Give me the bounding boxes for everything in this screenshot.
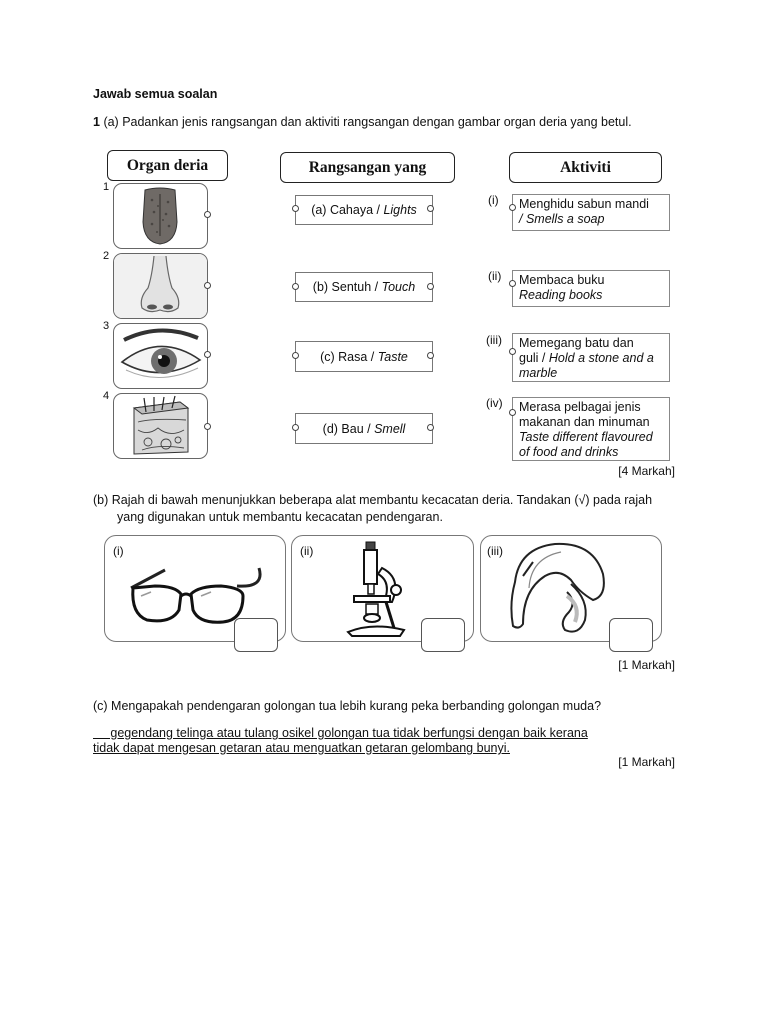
panel-label-ii: (ii) bbox=[300, 544, 314, 558]
activity-dot-i[interactable] bbox=[509, 204, 516, 211]
stimulus-box-rasa bbox=[295, 341, 433, 372]
organ-dot-4[interactable] bbox=[204, 423, 211, 430]
nose-icon bbox=[114, 254, 207, 318]
activity-line: makanan dan minuman bbox=[519, 415, 650, 429]
organ-dot-2[interactable] bbox=[204, 282, 211, 289]
marks-part-a: [4 Markah] bbox=[618, 464, 675, 478]
stimulus-dot-right-b[interactable] bbox=[427, 283, 434, 290]
stimulus-box-sentuh bbox=[295, 272, 433, 302]
marks-part-b: [1 Markah] bbox=[618, 658, 675, 672]
activity-box-ii bbox=[512, 270, 670, 307]
stimulus-dot-right-c[interactable] bbox=[427, 352, 434, 359]
stimulus-dot-left-b[interactable] bbox=[292, 283, 299, 290]
tick-box-hearing-aid[interactable] bbox=[609, 618, 653, 652]
activity-roman-ii: (ii) bbox=[488, 269, 502, 283]
marks-part-c: [1 Markah] bbox=[618, 755, 675, 769]
microscope-icon bbox=[342, 538, 422, 638]
activity-line-mixed bbox=[519, 351, 663, 366]
tongue-icon bbox=[114, 184, 207, 248]
stimulus-label: (c) Rasa / bbox=[320, 349, 375, 364]
stimulus-english: Lights bbox=[383, 203, 417, 217]
panel-hearing-aid bbox=[480, 535, 662, 642]
activity-dot-iv[interactable] bbox=[509, 409, 516, 416]
activity-line-english: Hold a stone and a bbox=[548, 351, 654, 365]
organ-card-skin bbox=[113, 393, 208, 459]
header-rangsangan: Rangsangan yang bbox=[280, 152, 455, 183]
activity-box-iv bbox=[512, 397, 670, 461]
organ-number-1: 1 bbox=[103, 181, 110, 193]
question-1b-line2: yang digunakan untuk membantu kecacatan pendengaran. bbox=[117, 510, 443, 524]
panel-glasses bbox=[104, 535, 286, 642]
stimulus-dot-right-d[interactable] bbox=[427, 424, 434, 431]
organ-number-3: 3 bbox=[103, 320, 110, 332]
answer-line-1: gegendang telinga atau tulang osikel golongan tua tidak berfungsi dengan baik kerana bbox=[93, 726, 588, 740]
activity-line-english: marble bbox=[519, 366, 558, 380]
question-1c: (c) Mengapakah pendengaran golongan tua lebih kurang peka berbanding golongan muda? bbox=[93, 699, 602, 713]
activity-line-english: Taste different flavoured bbox=[519, 430, 653, 444]
activity-box-i bbox=[512, 194, 670, 231]
activity-line-english: / Smells a soap bbox=[519, 212, 605, 226]
activity-line-malay: guli / bbox=[519, 351, 549, 365]
panel-microscope bbox=[291, 535, 474, 642]
organ-dot-1[interactable] bbox=[204, 211, 211, 218]
eye-icon bbox=[114, 324, 207, 388]
activity-roman-i: (i) bbox=[488, 193, 499, 207]
panel-label-iii: (iii) bbox=[487, 544, 503, 558]
activity-roman-iv: (iv) bbox=[486, 396, 503, 410]
hearing-aid-icon bbox=[509, 540, 619, 640]
tick-box-glasses[interactable] bbox=[234, 618, 278, 652]
stimulus-label: (d) Bau / bbox=[322, 421, 371, 436]
instruction-heading: Jawab semua soalan bbox=[93, 87, 218, 101]
activity-roman-iii: (iii) bbox=[486, 333, 502, 347]
organ-card-eye bbox=[113, 323, 208, 389]
stimulus-english: Taste bbox=[377, 349, 408, 364]
activity-dot-ii[interactable] bbox=[509, 280, 516, 287]
stimulus-dot-left-a[interactable] bbox=[292, 205, 299, 212]
activity-line-english: of food and drinks bbox=[519, 445, 619, 459]
activity-box-iii bbox=[512, 333, 670, 382]
activity-dot-iii[interactable] bbox=[509, 348, 516, 355]
activity-line: Membaca buku bbox=[519, 273, 605, 287]
skin-icon bbox=[114, 394, 207, 458]
question-1a-text: (a) Padankan jenis rangsangan dan aktiviti rangsangan dengan gambar organ deria yang betul. bbox=[103, 115, 632, 129]
organ-number-4: 4 bbox=[103, 390, 110, 402]
organ-dot-3[interactable] bbox=[204, 351, 211, 358]
stimulus-label: (b) Sentuh / bbox=[312, 280, 379, 294]
question-1b-line1: (b) Rajah di bawah menunjukkan beberapa alat membantu kecacatan deria. Tandakan (√) pada rajah bbox=[93, 493, 653, 507]
organ-number-2: 2 bbox=[103, 250, 110, 262]
stimulus-english: Touch bbox=[381, 280, 416, 294]
stimulus-english: Smell bbox=[374, 421, 406, 436]
activity-line-english: Reading books bbox=[519, 288, 603, 302]
stimulus-dot-left-c[interactable] bbox=[292, 352, 299, 359]
question-1a bbox=[93, 114, 632, 131]
header-organ-deria: Organ deria bbox=[107, 150, 228, 181]
stimulus-box-bau bbox=[295, 413, 433, 444]
tick-box-microscope[interactable] bbox=[421, 618, 465, 652]
stimulus-box-cahaya bbox=[295, 195, 433, 225]
activity-line: Merasa pelbagai jenis bbox=[519, 400, 641, 414]
answer-line-2: tidak dapat mengesan getaran atau menguatkan getaran gelombang bunyi. bbox=[93, 741, 510, 755]
stimulus-dot-right-a[interactable] bbox=[427, 205, 434, 212]
stimulus-dot-left-d[interactable] bbox=[292, 424, 299, 431]
activity-line: Menghidu sabun mandi bbox=[519, 197, 649, 211]
header-aktiviti: Aktiviti bbox=[509, 152, 662, 183]
panel-label-i: (i) bbox=[113, 544, 124, 558]
question-number: 1 bbox=[93, 115, 100, 129]
stimulus-label: (a) Cahaya / bbox=[311, 203, 380, 217]
organ-card-tongue bbox=[113, 183, 208, 249]
activity-line: Memegang batu dan bbox=[519, 336, 634, 350]
organ-card-nose bbox=[113, 253, 208, 319]
